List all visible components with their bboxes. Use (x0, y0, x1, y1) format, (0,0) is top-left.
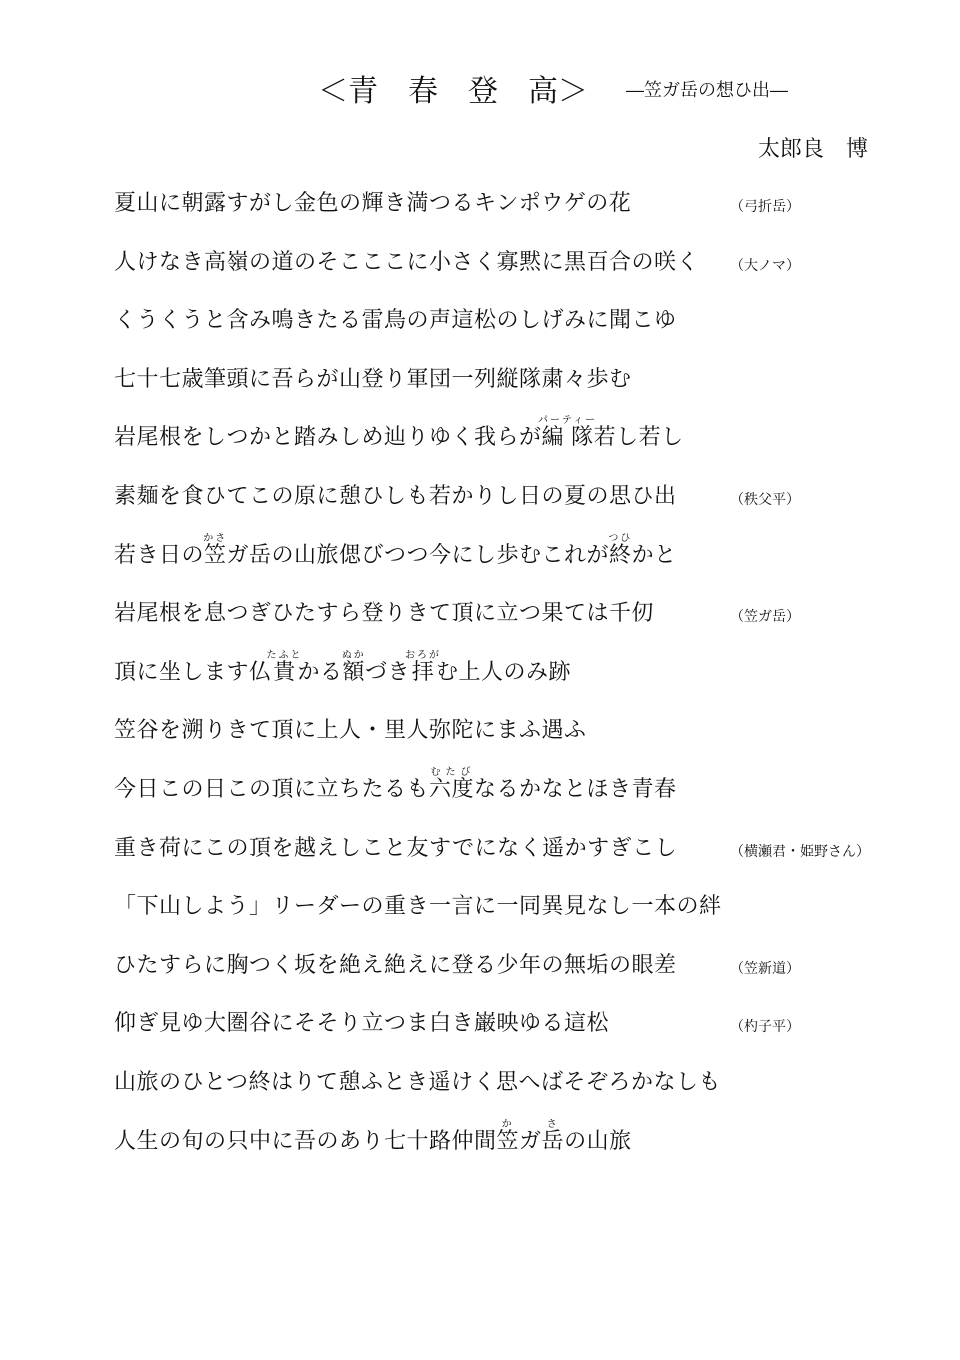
place-note: （笠ガ岳） (730, 609, 800, 626)
place-note: （横瀬君・姫野さん） (730, 843, 870, 860)
poem-verse (114, 823, 914, 863)
place-note: （秩父平） (730, 492, 800, 508)
ruby-word: 岳さ (541, 1118, 565, 1154)
poem-verse (114, 1116, 914, 1156)
verse-text: 岩尾根をしつかと踏みしめ辿りゆく我らが編隊パーティー若し若し (114, 415, 684, 451)
ruby-reading: パーティー (537, 415, 598, 427)
verse-text: 人生の旬の只中に吾のあり七十路仲間笠かガ岳さの山旅 (114, 1118, 632, 1154)
verse-text: 今日この日この頂に立ちたるも六度むたびなるかなとほき青春 (114, 767, 677, 802)
ruby-word: 拝おろが (405, 649, 442, 685)
place-note: （大ノマ） (730, 257, 800, 274)
page-title: ＜青 春 登 高＞ (318, 74, 588, 109)
ruby-word: 終つひ (608, 532, 633, 568)
poem-verse (114, 178, 914, 218)
place-note: （杓子平） (730, 1019, 800, 1036)
verse-text: くうくうと含み鳴きたる雷鳥の声這松のしげみに聞こゆ (114, 308, 677, 334)
author-name: 太郎良 博 (758, 137, 869, 162)
verse-text: 夏山に朝露すがし金色の輝き満つるキンポウゲの花 (114, 191, 632, 216)
poem-verse (114, 354, 914, 394)
page-subtitle: ―笠ガ岳の想ひ出― (626, 80, 788, 101)
verse-text: 素麺を食ひてこの原に憩ひしも若かりし日の夏の思ひ出 (114, 484, 677, 509)
poem-verse (114, 412, 914, 452)
place-note: （笠新道） (730, 960, 800, 977)
place-note: （弓折岳） (730, 199, 800, 215)
ruby-reading: か (496, 1118, 520, 1130)
ruby-word: 笠かさ (203, 532, 228, 568)
ruby-word: 額ぬか (341, 649, 366, 685)
verse-text: 「下山しよう」リーダーの重き一言に一同異見なし一本の絆 (114, 894, 722, 920)
verse-text: ひたすらに胸つく坂を絶え絶えに登る少年の無垢の眼差 (114, 952, 677, 978)
ruby-word: 貴たふと (266, 649, 303, 685)
poem-verse (114, 237, 914, 277)
poem-verse (114, 705, 914, 745)
poem-verse (114, 295, 914, 335)
verse-text: 七十七歳筆頭に吾らが山登り軍団一列縦隊粛々歩む (114, 366, 632, 392)
verse-text: 人けなき高嶺の道のそこここに小さく寡黙に黒百合の咲く (114, 249, 700, 275)
verse-text: 岩尾根を息つぎひたすら登りきて頂に立つ果ては千仞 (114, 601, 655, 627)
verse-text: 重き荷にこの頂を越えしこと友すでになく遥かすぎこし (114, 835, 678, 861)
ruby-reading: つひ (608, 532, 633, 544)
ruby-reading: むたび (429, 767, 475, 778)
poem-verse (114, 764, 914, 804)
ruby-reading: ぬか (341, 649, 366, 661)
ruby-word: 編隊パーティー (537, 415, 598, 451)
poem-verse (114, 940, 914, 980)
ruby-reading: さ (541, 1118, 565, 1130)
ruby-reading: かさ (203, 532, 228, 544)
verse-text: 山旅のひとつ終はりて憩ふとき遥けく思へばそぞろかなしも (114, 1070, 722, 1095)
verse-text: 頂に坐します仏貴たふとかる額ぬかづき拝おろがむ上人のみ跡 (114, 649, 572, 685)
verse-text: 笠谷を溯りきて頂に上人・里人弥陀にまふ遇ふ (114, 718, 587, 744)
ruby-reading: たふと (266, 649, 303, 661)
poem-verse (114, 647, 914, 687)
ruby-word: 六度むたび (429, 767, 475, 802)
ruby-word: 笠か (496, 1118, 520, 1154)
verse-text: 仰ぎ見ゆ大圏谷にそそり立つま白き巌映ゆる這松 (114, 1011, 610, 1037)
poem-verse (114, 881, 914, 921)
verse-text: 若き日の笠かさガ岳の山旅偲びつつ今にし歩むこれが終つひかと (114, 532, 677, 568)
poem-verse (114, 471, 914, 511)
poem-verse (114, 1057, 914, 1097)
poem-verse (114, 530, 914, 570)
poem-verse (114, 588, 914, 628)
ruby-reading: おろが (405, 649, 442, 661)
poem-verse (114, 998, 914, 1038)
